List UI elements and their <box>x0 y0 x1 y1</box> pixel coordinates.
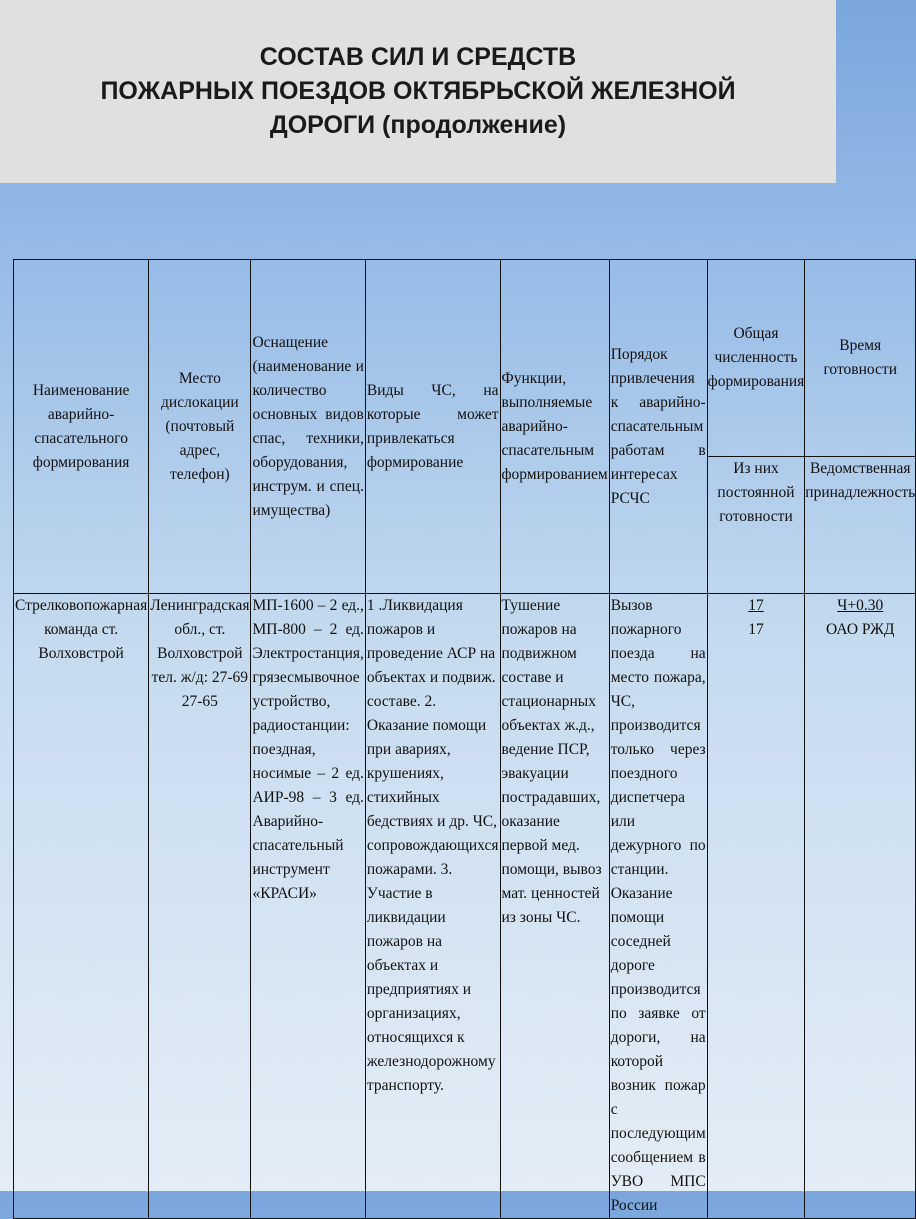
header-location: Место дислокации (почтовый адрес, телефон) <box>149 260 251 594</box>
cell-procedure: Вызов пожарного поезда на место пожара, ЧС, производится только через поездного диспетчера или дежурного по станции. Оказание помощи соседней дороге производится по заявке от дороги, на которой возник пожар с последующим сообщением в УВО МПС России <box>609 594 707 1219</box>
permanent-staff-value: 17 <box>748 621 764 638</box>
page-title <box>0 40 836 142</box>
header-equipment: Оснащение (наименование и количество основных видов спас, техники, оборудования, инструм. и спец. имущества) <box>251 260 365 594</box>
header-permanent-staff: Из них постоянной готовности <box>717 460 795 525</box>
header-readiness <box>805 260 916 594</box>
title-line-2: ПОЖАРНЫХ ПОЕЗДОВ ОКТЯБРЬСКОЙ ЖЕЛЕЗНОЙ <box>100 77 736 105</box>
cell-emergencies: 1 .Ликвидация пожаров и проведение АСР на объектах и подвиж. составе. 2. Оказание помощи при авариях, крушениях, стихийных бедствиях и др. ЧС, сопровождающихся пожарами. 3. Участие в ликвидации пожаров на объектах и предприятиях и организациях, относящихся к железнодорожному транспорту. <box>365 594 500 1219</box>
readiness-time-value: Ч+0.30 <box>837 597 884 614</box>
header-procedure: Порядок привлечения к аварийно-спасательным работам в интересах РСЧС <box>609 260 707 594</box>
cell-staff <box>707 594 805 1219</box>
data-row <box>14 594 916 1219</box>
header-total-staff: Общая численность формирования <box>708 260 805 457</box>
location-phone-2: 27-65 <box>181 693 218 710</box>
header-staff <box>707 260 805 594</box>
forces-table <box>13 259 916 1219</box>
header-functions: Функции, выполняемые аварийно-спасательным формированием <box>500 260 609 594</box>
location-address: Ленинградская обл., ст. Волховстрой <box>150 597 250 662</box>
location-phone: тел. ж/д: 27-69 <box>151 669 249 686</box>
cell-readiness <box>805 594 916 1219</box>
cell-name: Стрелковопожарная команда ст. Волховстрой <box>14 594 149 1219</box>
cell-location <box>149 594 251 1219</box>
header-readiness-time: Время готовности <box>805 260 915 457</box>
header-affiliation: Ведомственная принадлежность <box>805 460 916 501</box>
header-emergencies: Виды ЧС, на которые может привлекаться формирование <box>365 260 500 594</box>
title-line-3: ДОРОГИ (продолжение) <box>269 111 567 139</box>
title-line-1: СОСТАВ СИЛ И СРЕДСТВ <box>259 43 577 71</box>
cell-equipment: МП-1600 – 2 ед., МП-800 – 2 ед. Электростанция, грязесмывочное устройство, радиостанции: поездная, носимые – 2 ед. АИР-98 – 3 ед. Аварийно-спасательный инструмент «КРАСИ» <box>251 594 365 1219</box>
cell-functions: Тушение пожаров на подвижном составе и стационарных объектах ж.д., ведение ПСР, эвакуации пострадавших, оказание первой мед. помощи, вывоз мат. ценностей из зоны ЧС. <box>500 594 609 1219</box>
total-staff-value: 17 <box>748 597 764 614</box>
header-name: Наименование аварийно-спасательного формирования <box>14 260 149 594</box>
header-row <box>14 260 916 594</box>
affiliation-value: ОАО РЖД <box>826 621 895 638</box>
